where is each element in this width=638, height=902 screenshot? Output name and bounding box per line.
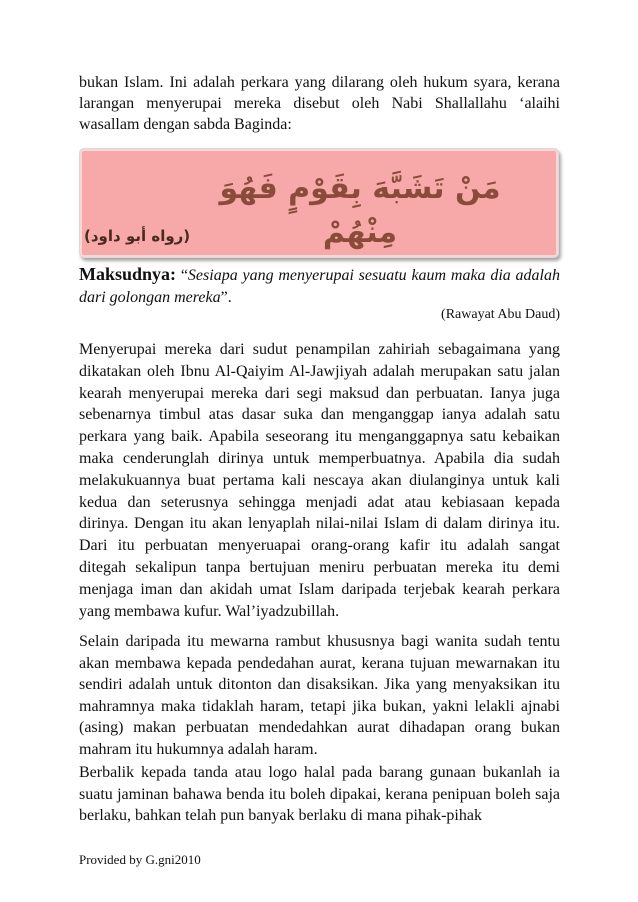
hadith-arabic-text: مَنْ تَشَبَّهَ بِقَوْمٍ فَهُوَ مِنْهُمْ [219,171,501,250]
meaning-paragraph [79,263,560,309]
body-paragraph-2: Menyerupai mereka dari sudut penampilan zahiriah sebagaimana yang dikatakan oleh Ibnu Al-Qaiyim Al-Jawjiyah adalah merupakan satu jalan kearah menyerupai mereka dari segi maksud dan perbuatan. Ianya juga sebenarnya timbul atas dasar suka dan menganggap ianya adalah satu perkara yang baik. Apabila seseorang itu menganggapnya satu kebaikan maka cenderunglah dirinya untuk memperbuatnya. Apabila dia sudah melakukuannya buat pertama kali nescaya akan diulanginya untuk kali kedua dan seterusnya sehingga menjadi adat atau kebiasaan kepada dirinya. Dengan itu akan lenyaplah nilai-nilai Islam di dalam dirinya itu. Dari itu perbuatan menyeruapai orang-orang kafir itu adalah sangat ditegah sekalipun tanpa bertujuan meniru perbuatan mereka itu demi menjaga iman dan akidah umat Islam daripada terjebak kearah perkara yang membawa kufur. Wal’iyadzubillah. [79,341,560,620]
meaning-label: Maksudnya: [79,264,177,284]
body-paragraph-4: Berbalik kepada tanda atau logo halal pada barang gunaan bukanlah ia suatu jaminan bahawa benda itu boleh dipakai, kerana penipuan boleh saja berlaku, bahkan telah pun banyak berlaku di mana pihak-pihak [79,764,560,824]
meaning-close-quote: ”. [220,289,232,306]
meaning-text: Sesiapa yang menyerupai sesuatu kaum maka dia adalah dari golongan mereka [79,267,560,306]
page-footer: Provided by G.gni2010 [79,852,201,867]
body-paragraph-3: Selain daripada itu mewarna rambut khususnya bagi wanita sudah tentu akan membawa kepada pendedahan aurat, kerana tujuan mewarnakan itu sendiri adalah untuk ditonton dan disaksikan. Jika yang menyaksikan itu mahramnya maka tidaklah haram, tetapi jika bukan, yakni lelakli ajnabi (asing) makan perbuatan mendedahkan aurat dihadapan orang bukan mahram itu hukumnya adalah haram. [79,633,560,758]
hadith-narrator: (رواه أبو داود) [84,227,191,245]
hadith-source: (Rawayat Abu Daud) [441,307,560,322]
meaning-open-quote: “ [180,267,188,284]
hadith-box [79,148,559,258]
intro-paragraph: bukan Islam. Ini adalah perkara yang dilarang oleh hukum syara, kerana larangan menyerupai mereka disebut oleh Nabi Shallallahu ‘alaihi wasallam dengan sabda Baginda: [79,74,560,133]
